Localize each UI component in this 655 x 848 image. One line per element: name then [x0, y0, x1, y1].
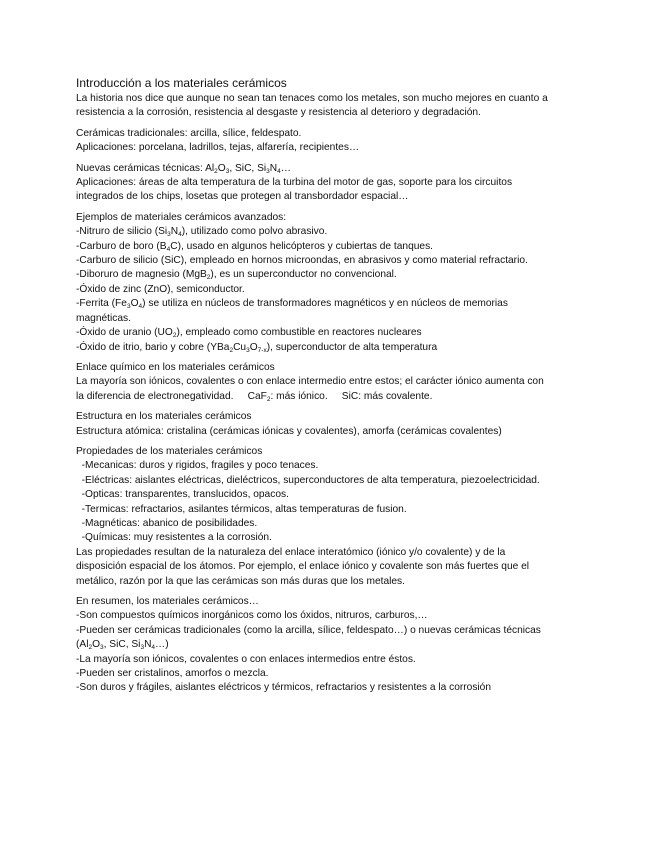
text-fragment: O	[130, 298, 139, 310]
subscript: 3	[100, 644, 104, 652]
traditional-line: Cerámicas tradicionales: arcilla, sílice, feldespato.	[76, 127, 302, 139]
list-item: -Son duros y frágiles, aislantes eléctricos y térmicos, refractarios y resistentes a la corrosión	[76, 682, 492, 694]
subscript: 4	[151, 644, 156, 652]
subscript: 2	[88, 644, 93, 652]
subscript: 3	[126, 303, 131, 311]
structure-heading: Estructura en los materiales cerámicos	[76, 411, 252, 423]
properties-section	[76, 445, 576, 589]
intro-line: resistencia a la corrosión, resistencia al desgaste y resistencia al deterioro y degradación.	[76, 107, 481, 119]
text-fragment: …)	[155, 639, 169, 651]
subscript: 2	[214, 167, 218, 175]
traditional-ceramics-paragraph	[76, 127, 576, 156]
text-fragment: O	[217, 162, 226, 174]
list-item	[76, 240, 576, 254]
list-item-continuation	[76, 638, 576, 652]
list-item: -Mecanicas: duros y rigidos, fragiles y poco tenaces.	[76, 460, 319, 472]
examples-list	[76, 211, 576, 355]
text-fragment: N	[170, 226, 179, 238]
subscript: 4	[138, 303, 143, 311]
text-fragment: (Al	[76, 639, 89, 651]
intro-line: La historia nos dice que aunque no sean tan tenaces como los metales, son mucho mejores en cuanto a	[76, 93, 548, 104]
text-fragment: -Carburo de boro (B	[76, 240, 167, 252]
bonding-heading: Enlace químico en los materiales cerámicos	[76, 361, 275, 373]
examples-heading: Ejemplos de materiales cerámicos avanzados:	[76, 211, 287, 223]
bonding-section	[76, 361, 576, 404]
text-fragment: -Óxido de itrio, bario y cobre (YBa	[76, 341, 230, 353]
text-fragment: -Óxido de uranio (UO	[76, 327, 173, 339]
subscript: 2	[172, 332, 177, 340]
list-item-continuation: magnéticas.	[76, 312, 131, 324]
intro-paragraph	[76, 92, 576, 121]
subscript: 3	[246, 346, 250, 354]
subscript: 3	[167, 231, 171, 239]
text-fragment: O	[249, 341, 258, 353]
list-item	[76, 341, 576, 355]
properties-heading: Propiedades de los materiales cerámicos	[76, 445, 263, 457]
page-title: Introducción a los materiales cerámicos	[76, 76, 287, 90]
traditional-applications-line: Aplicaciones: porcelana, ladrillos, tejas, alfarería, recipientes…	[76, 142, 360, 154]
subscript: 4	[166, 245, 171, 253]
list-item: -Son compuestos químicos inorgánicos como los óxidos, nitruros, carburos,…	[76, 610, 428, 622]
subscript: 3	[266, 167, 270, 175]
structure-line: Estructura atómica: cristalina (cerámicas iónicas y covalentes), amorfa (cerámicas covalentes)	[76, 425, 502, 437]
technical-applications-line: Aplicaciones: áreas de alta temperatura de la turbina del motor de gas, soporte para los circuitos	[76, 177, 513, 189]
document-body	[76, 76, 576, 702]
text-fragment: C), usado en algunos helicópteros y cubiertas de tanques.	[170, 240, 434, 252]
technical-applications-line: integrados de los chips, losetas que protegen al transbordador espacial…	[76, 191, 409, 203]
properties-summary-line: disposición espacial de los átomos. Por ejemplo, el enlace iónico y covalente son más fuertes que el	[76, 561, 530, 573]
list-item: -Óxido de zinc (ZnO), semiconductor.	[76, 283, 245, 295]
list-item: -Pueden ser cristalinos, amorfos o mezcla.	[76, 668, 269, 680]
text-fragment: -Diboruro de magnesio (MgB	[76, 269, 207, 281]
summary-heading: En resumen, los materiales cerámicos…	[76, 596, 259, 607]
text-fragment: -Nitruro de silicio (Si	[76, 226, 168, 238]
bonding-line	[76, 390, 576, 404]
list-item: -Pueden ser cerámicas tradicionales (como la arcilla, sílice, feldespato…) o nuevas cerámicas técnicas	[76, 624, 541, 636]
list-item	[76, 297, 576, 311]
properties-summary-line: metálico, razón por la que las cerámicas son más duras que los metales.	[76, 575, 405, 587]
subscript: 7-x	[257, 346, 267, 354]
bonding-line: La mayoría son iónicos, covalentes o con enlace intermedio entre estos; el carácter iónico aumenta con	[76, 376, 544, 388]
list-item	[76, 268, 576, 282]
text-fragment: ), utilizado como polvo abrasivo.	[181, 226, 328, 238]
summary-section	[76, 595, 576, 696]
subscript: 3	[225, 167, 230, 175]
subscript: 4	[178, 231, 182, 239]
list-item: -Magnéticas: abanico de posibilidades.	[76, 517, 258, 529]
text-fragment: -Ferrita (Fe	[76, 298, 127, 310]
text-fragment: ), superconductor de alta temperatura	[266, 341, 438, 353]
subscript: 4	[277, 167, 281, 175]
list-item	[76, 326, 576, 340]
subscript: 2	[229, 346, 234, 354]
text-fragment: Nuevas cerámicas técnicas: Al	[76, 162, 215, 174]
text-fragment: Cu	[233, 341, 247, 353]
list-item	[76, 225, 576, 239]
text-fragment: N	[269, 162, 278, 174]
text-fragment: ), empleado como combustible en reactores nucleares	[176, 327, 422, 339]
list-item: -Carburo de silicio (SiC), empleado en hornos microondas, en abrasivos y como material refractario.	[76, 255, 528, 267]
subscript: 3	[140, 644, 145, 652]
text-fragment: , SiC, Si	[103, 639, 141, 651]
text-fragment: …	[280, 162, 291, 174]
list-item: -Termicas: refractarios, asilantes térmicos, altas temperaturas de fusion.	[76, 503, 407, 515]
text-fragment: ), es un superconductor no convencional.	[210, 269, 397, 281]
structure-section	[76, 410, 576, 439]
subscript: 2	[266, 395, 271, 403]
properties-summary-line: Las propiedades resultan de la naturaleza del enlace interatómico (iónico y/o covalente) y de la	[76, 546, 506, 558]
text-fragment: : más iónico. SiC: más covalente.	[270, 390, 433, 402]
text-fragment: la diferencia de electronegatividad. CaF	[76, 390, 267, 402]
text-fragment: O	[92, 639, 101, 651]
technical-line	[76, 162, 576, 176]
text-fragment: , SiC, Si	[229, 162, 267, 174]
list-item: -Eléctricas: aislantes eléctricas, dieléctricos, superconductores de alta temperatura, piezoelectricidad.	[76, 474, 540, 486]
technical-ceramics-paragraph	[76, 162, 576, 205]
text-fragment: N	[144, 639, 152, 651]
text-fragment: ) se utiliza en núcleos de transformadores magnéticos y en núcleos de memorias	[142, 298, 508, 310]
list-item: -Químicas: muy resistentes a la corrosión.	[76, 532, 272, 544]
list-item: -Opticas: transparentes, translucidos, opacos.	[76, 489, 289, 501]
list-item: -La mayoría son iónicos, covalentes o con enlaces intermedios entre éstos.	[76, 653, 416, 665]
subscript: 2	[206, 274, 211, 282]
